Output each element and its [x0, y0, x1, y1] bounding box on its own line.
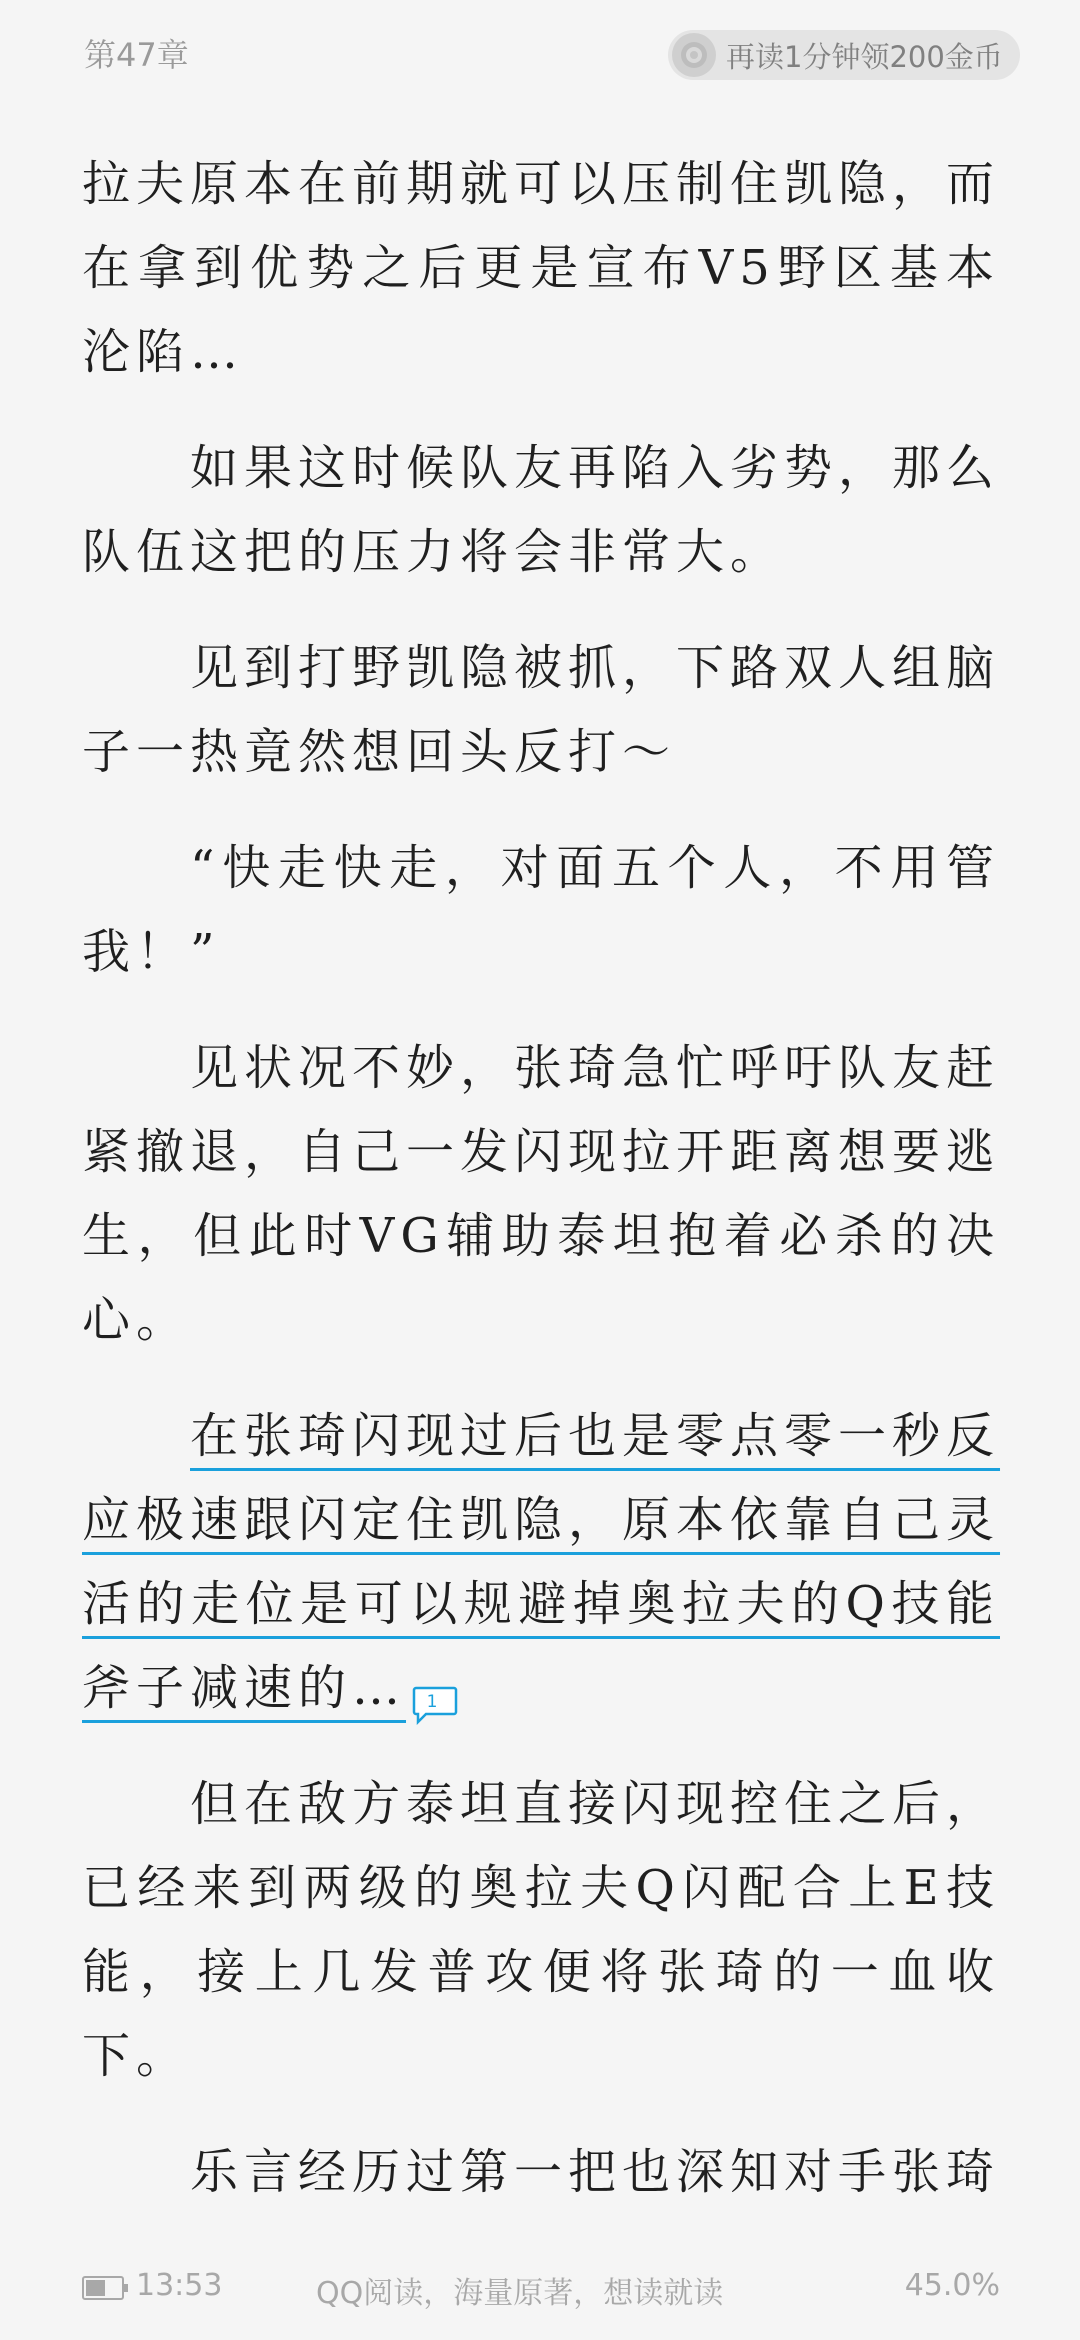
reward-button[interactable] — [668, 30, 1020, 80]
note-badge-icon[interactable] — [412, 1667, 458, 1712]
paragraph: “快走快走，对面五个人，不用管我！” — [82, 840, 1000, 980]
paragraph: 见状况不妙，张琦急忙呼吁队友赶紧撤退，自己一发闪现拉开距离想要逃生，但此时VG辅助泰坦抱着必杀的决心。 — [82, 1040, 1001, 1348]
battery-level — [86, 2280, 105, 2296]
paragraph: 拉夫原本在前期就可以压制住凯隐，而在拿到优势之后更是宣布V5野区基本沦陷… — [82, 156, 1001, 380]
app-slogan: QQ阅读，海量原著，想读就读 — [316, 2276, 724, 2311]
status-footer — [0, 2268, 1080, 2318]
battery-tip — [124, 2284, 128, 2292]
battery-icon — [82, 2276, 124, 2300]
paragraph: 如果这时候队友再陷入劣势，那么队伍这把的压力将会非常大。 — [82, 440, 1001, 580]
paragraph: 乐言经历过第一把也深知对手张琦 — [190, 2144, 1001, 2200]
coin-icon — [672, 33, 716, 77]
reading-content[interactable] — [82, 142, 1000, 2246]
paragraph: 但在敌方泰坦直接闪现控住之后，已经来到两级的奥拉夫Q闪配合上E技能，接上几发普攻便将张琦的一血收下。 — [82, 1776, 1001, 2084]
chapter-title: 第47章 — [84, 36, 189, 74]
clock: 13:53 — [136, 2268, 223, 2303]
reward-label: 再读1分钟领200金币 — [726, 39, 1003, 74]
paragraph: 见到打野凯隐被抓，下路双人组脑子一热竟然想回头反打～ — [82, 640, 1001, 780]
reading-progress: 45.0% — [904, 2268, 1000, 2303]
highlighted-text[interactable]: 在张琦闪现过后也是零点零一秒反应极速跟闪定住凯隐，原本依靠自己灵活的走位是可以规避掉奥拉夫的Q技能斧子减速的… — [82, 1408, 1001, 1716]
highlighted-paragraph[interactable] — [82, 1394, 1000, 1730]
svg-text:1: 1 — [426, 1691, 444, 1712]
